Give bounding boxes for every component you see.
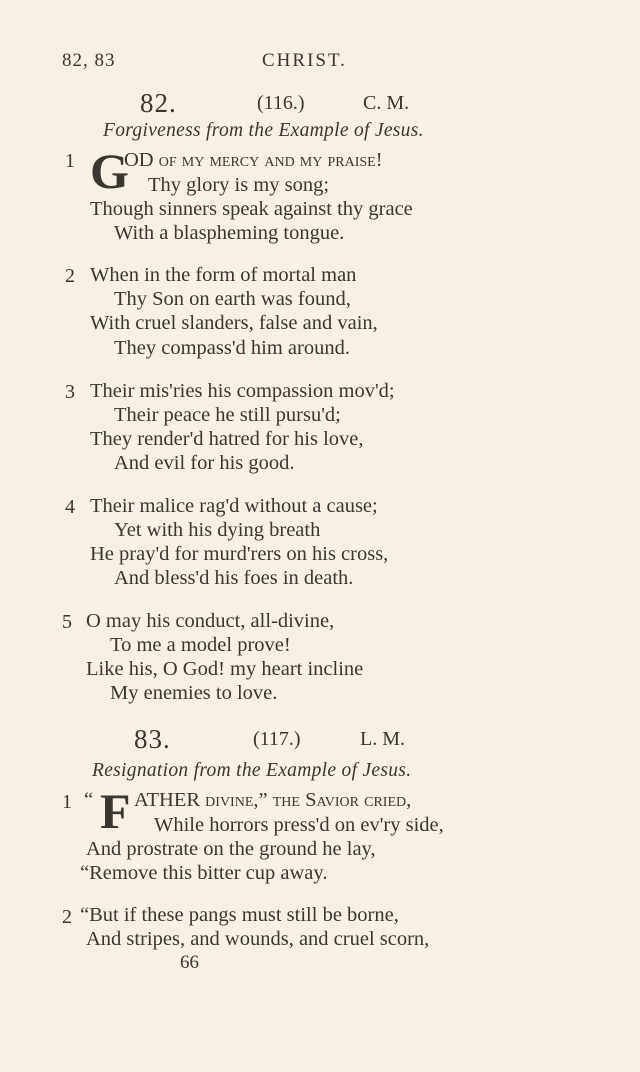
verse-line: OD of my mercy and my praise! [124,149,383,171]
verse-line: When in the form of mortal man [90,264,357,286]
running-header [62,50,562,74]
hymn-tune-number: (117.) [253,728,301,750]
hymn-tune-number: (116.) [257,92,305,114]
verse-line: Thy glory is my song; [148,174,330,196]
verse-line: My enemies to love. [110,682,278,704]
verse-line: Like his, O God! my heart incline [86,658,364,680]
hymn-number: 83. [134,724,171,754]
verse-line: With cruel slanders, false and vain, [90,312,378,334]
hymn-82-subtitle: Forgiveness from the Example of Jesus. [103,120,424,141]
hymn-83-subtitle: Resignation from the Example of Jesus. [92,760,412,781]
verse-line: They render'd hatred for his love, [90,428,364,450]
stanza-number: 2 [65,265,75,287]
header-section-title: CHRIST. [262,50,347,71]
verse-line: Their mis'ries his compassion mov'd; [90,380,395,402]
verse-line: While horrors press'd on ev'ry side, [154,814,444,836]
verse-line: O may his conduct, all-divine, [86,610,335,632]
verse-line: Thy Son on earth was found, [114,288,351,310]
verse-line: And stripes, and wounds, and cruel scorn, [86,928,430,950]
verse-line: Their malice rag'd without a cause; [90,495,378,517]
verse-line: Their peace he still pursu'd; [114,404,341,426]
hymn-83-heading [0,724,640,758]
verse-line: And bless'd his foes in death. [114,567,354,589]
open-quote: “ [84,789,94,811]
verse-line: “But if these pangs must still be borne, [80,904,399,926]
verse-line: ATHER divine,” the Savior cried, [134,789,412,811]
stanza-number: 4 [65,496,75,518]
hymn-meter: L. M. [360,728,405,750]
hymn-number: 82. [140,88,177,118]
verse-line: And evil for his good. [114,452,295,474]
stanza-number: 2 [62,906,72,928]
verse-line: With a blaspheming tongue. [114,222,345,244]
header-page-numbers: 82, 83 [62,50,116,71]
hymn-meter: C. M. [363,92,410,114]
drop-cap: G [90,143,129,199]
page-folio: 66 [180,952,199,973]
verse-line: And prostrate on the ground he lay, [86,838,376,860]
stanza-number: 1 [62,791,72,813]
drop-cap: F [100,783,131,839]
verse-line: He pray'd for murd'rers on his cross, [90,543,389,565]
stanza-number: 1 [65,150,75,172]
stanza-number: 3 [65,381,75,403]
verse-line: To me a model prove! [110,634,291,656]
stanza-number: 5 [62,611,72,633]
hymn-82-heading [0,88,640,122]
verse-line: “Remove this bitter cup away. [80,862,328,884]
verse-line: Though sinners speak against thy grace [90,198,413,220]
verse-line: Yet with his dying breath [114,519,321,541]
verse-line: They compass'd him around. [114,337,350,359]
